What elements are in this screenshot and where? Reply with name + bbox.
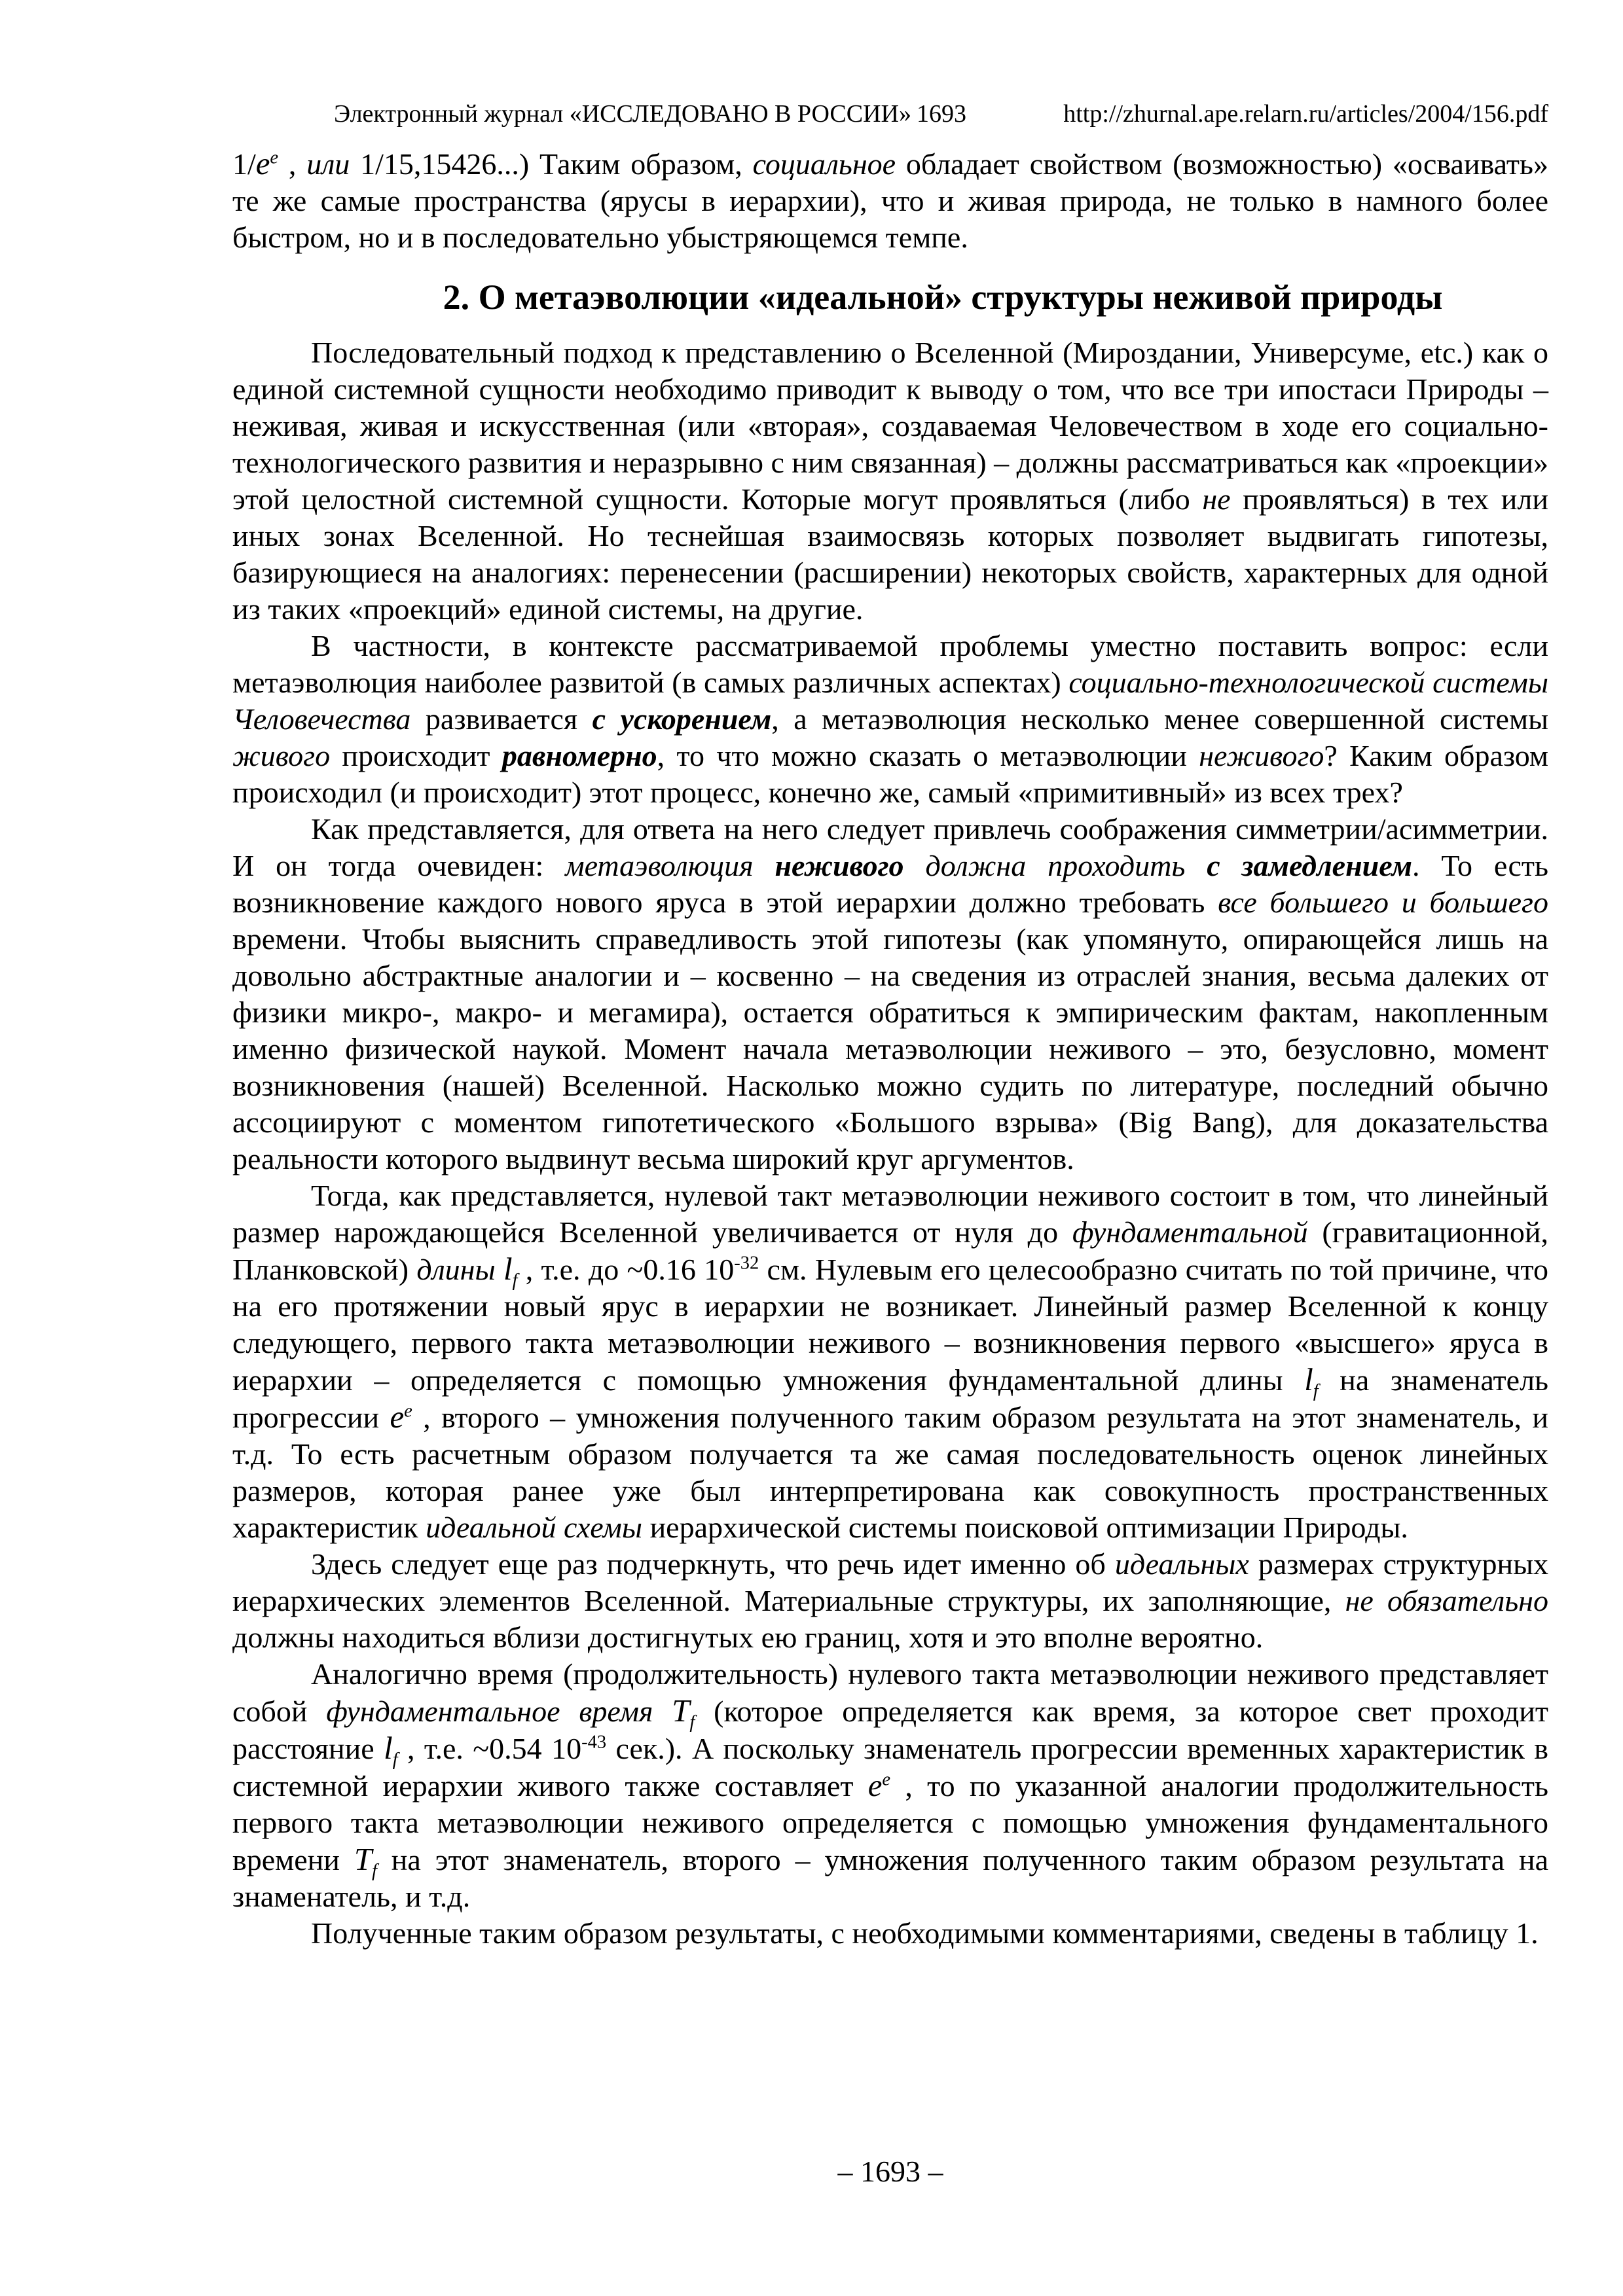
text-run: неживого bbox=[775, 849, 926, 882]
text-run: должны находиться вблизи достигнутых ею границ, хотя и это вполне вероятно. bbox=[232, 1621, 1264, 1654]
text-run: e bbox=[867, 1768, 883, 1803]
paragraph bbox=[232, 1915, 1548, 1952]
text-run: f bbox=[392, 1749, 398, 1770]
text-run: T bbox=[354, 1842, 372, 1877]
text-run: -32 bbox=[734, 1253, 759, 1274]
page-footer bbox=[232, 2153, 1548, 2190]
text-run: , второго – умножения полученного таким образом результата на этот знаменатель, и т.д. То есть расчетным образом получается та же самая последовательность оценок линейных размеров, которая ранее уже был интерпретирована как совокупность пространственных характеристик bbox=[232, 1401, 1548, 1544]
text-run: идеальной схемы bbox=[426, 1511, 643, 1544]
text-run: должна проходить bbox=[925, 849, 1207, 882]
text-run: длины bbox=[416, 1253, 496, 1286]
text-run: метаэволюция bbox=[565, 849, 775, 882]
text-run: см. Нулевым его целесообразно считать по той причине, что на его протяжении новый ярус в иерархии не возникает. Линейный размер Вселенной к концу следующего, первого такта метаэволюции неживого – возникновения первого «высшего» яруса в иерархии – определяется с помощью умножения фундаментальной длины bbox=[232, 1253, 1548, 1397]
text-run: 1/ bbox=[232, 147, 256, 181]
paragraph bbox=[232, 1177, 1548, 1546]
text-run: сек.). А поскольку знаменатель прогрессии временных характеристик в системной иерархии живого также составляет bbox=[232, 1732, 1548, 1803]
text-run: проявляться) в тех или иных зонах Вселенной. Но теснейшая взаимосвязь которых позволяет выдвигать гипотезы, базирующиеся на аналогиях: перенесении (расширении) некоторых свойств, характерных для одной из таких «проекций» единой системы, на другие. bbox=[232, 482, 1548, 626]
text-run: Здесь следует еще раз подчеркнуть, что речь идет именно об bbox=[311, 1547, 1115, 1581]
text-run: Последовательный подход к представлению о Вселенной (Мироздании, Универсуме, etc.) как о единой системной сущности необходимо приводит к выводу о том, что все три ипостаси Природы – неживая, живая и искусственная (или «вторая», создаваемая Человечеством в ходе его социально-технологического развития и неразрывно с ним связанная) – должны рассматриваться как «проекции» этой целостной системной сущности. Которые могут проявляться (либо bbox=[232, 336, 1548, 516]
text-run: . То есть возникновение каждого нового яруса в этой иерархии должно требовать bbox=[232, 849, 1548, 919]
paragraph bbox=[232, 1546, 1548, 1656]
text-run: ? Каким образом происходил (и происходит) этот процесс, конечно же, самый «примитивный» из всех трех? bbox=[232, 739, 1548, 809]
page-header bbox=[232, 98, 1548, 137]
paragraph bbox=[232, 811, 1548, 1177]
text-run: e bbox=[255, 146, 270, 181]
paragraph bbox=[232, 145, 1548, 256]
text-run: l bbox=[1304, 1362, 1313, 1397]
text-run: с замедлением bbox=[1207, 849, 1412, 882]
text-run: на этот знаменатель, второго – умножения полученного таким образом результата на знаменатель, и т.д. bbox=[232, 1843, 1548, 1913]
text-run: обладает свойством (возможностью) «осваивать» те же самые пространства (ярусы в иерархии), что и живая природа, не только в намного более быстром, но и в последовательно убыстряющемся темпе. bbox=[232, 147, 1548, 254]
text-run: (которое определяется как время, за которое свет проходит расстояние bbox=[232, 1695, 1548, 1765]
text-run: Как представляется, для ответа на него следует привлечь соображения симметрии/асимметрии. И он тогда очевиден: bbox=[232, 812, 1548, 882]
text-run: 1/15,15426...) Таким образом, bbox=[350, 147, 753, 181]
text-run: Тогда, как представляется, нулевой такт метаэволюции неживого состоит в том, что линейный размер нарождающейся Вселенной увеличивается от нуля до bbox=[232, 1179, 1548, 1249]
header-url-link[interactable]: http://zhurnal.ape.relarn.ru/articles/2004/156.pdf bbox=[1063, 100, 1548, 128]
text-run: , т.е. до ~0.16 10 bbox=[517, 1253, 735, 1286]
text-run: размерах структурных иерархических элементов Вселенной. Материальные структуры, их заполняющие, bbox=[232, 1547, 1548, 1617]
text-run: l bbox=[503, 1251, 513, 1287]
text-run: происходит bbox=[330, 739, 502, 772]
section-heading: 2. О метаэволюции «идеальной» структуры неживой природы bbox=[443, 278, 1443, 317]
text-run: неживого bbox=[1199, 739, 1324, 772]
text-run: фундаментальное время bbox=[326, 1695, 653, 1728]
text-run: , bbox=[278, 147, 307, 181]
text-run: все большего и большего bbox=[1218, 886, 1548, 919]
text-run: f bbox=[689, 1712, 695, 1733]
text-run: e bbox=[390, 1399, 405, 1435]
text-run: f bbox=[371, 1861, 377, 1882]
text-run: Аналогично время (продолжительность) нулевого такта метаэволюции неживого представляет собой bbox=[232, 1657, 1548, 1728]
text-run: фундаментальной bbox=[1072, 1215, 1308, 1249]
text-run: иерархической системы поисковой оптимизации Природы. bbox=[642, 1511, 1408, 1544]
text-run: или bbox=[306, 147, 350, 181]
text-run: развивается bbox=[410, 702, 593, 736]
paragraph bbox=[232, 334, 1548, 628]
footer-page-number: – 1693 – bbox=[837, 2155, 943, 2188]
text-run: на знаменатель прогрессии bbox=[232, 1363, 1549, 1434]
paragraph bbox=[232, 628, 1548, 811]
text-run: e bbox=[270, 147, 279, 168]
text-run: , то что можно сказать о метаэволюции bbox=[657, 739, 1199, 772]
text-run: l bbox=[384, 1731, 393, 1766]
text-run: с ускорением bbox=[592, 702, 772, 736]
text-run: идеальных bbox=[1114, 1547, 1249, 1581]
text-run: e bbox=[882, 1769, 891, 1790]
paragraph bbox=[232, 1656, 1548, 1915]
text-run: , то по указанной аналогии продолжительность первого такта метаэволюции неживого определяется с помощью умножения фундаментального времени bbox=[232, 1769, 1548, 1876]
text-run bbox=[653, 1695, 672, 1728]
text-run: В частности, в контексте рассматриваемой проблемы уместно поставить вопрос: если метаэволюция наиболее развитой (в самых различных аспектах) bbox=[232, 629, 1548, 699]
text-run: T bbox=[672, 1693, 690, 1729]
text-run: -43 bbox=[581, 1732, 607, 1753]
text-run: e bbox=[404, 1401, 412, 1422]
text-run: равномерно bbox=[501, 739, 657, 772]
text-run: не bbox=[1202, 482, 1231, 516]
text-run: не обязательно bbox=[1345, 1584, 1548, 1617]
text-run: f bbox=[1313, 1381, 1319, 1402]
text-run: времени. Чтобы выяснить справедливость этой гипотезы (как упомянуто, опирающейся лишь на довольно абстрактные аналогии и – косвенно – на сведения из отраслей знания, весьма далеких от физики микро-, макро- и мегамира), остается обратиться к эмпирическим фактам, накопленным именно физической наукой. Момент начала метаэволюции неживого – это, безусловно, момент возникновения (нашей) Вселенной. Насколько можно судить по литературе, последний обычно ассоциируют с моментом гипотетического «Большого взрыва» (Big Bang), для доказательства реальности которого выдвинут весьма широкий круг аргументов. bbox=[232, 922, 1548, 1175]
text-run: (гравитационной, Планковской) bbox=[232, 1215, 1549, 1286]
article-body bbox=[232, 145, 1548, 1952]
text-run: социально-технологической системы Человечества bbox=[232, 666, 1548, 736]
header-journal-title: Электронный журнал «ИССЛЕДОВАНО В РОССИИ» bbox=[334, 100, 911, 128]
text-run: , а метаэволюция несколько менее совершенной системы bbox=[771, 702, 1548, 736]
text-run: живого bbox=[232, 739, 331, 772]
text-run bbox=[496, 1253, 503, 1286]
header-page-number: 1693 bbox=[917, 100, 966, 128]
text-run: f bbox=[512, 1270, 518, 1291]
text-run: социальное bbox=[752, 147, 896, 181]
text-run: , т.е. ~0.54 10 bbox=[397, 1732, 582, 1765]
text-run: Полученные таким образом результаты, с необходимыми комментариями, сведены в таблицу 1. bbox=[311, 1916, 1539, 1950]
